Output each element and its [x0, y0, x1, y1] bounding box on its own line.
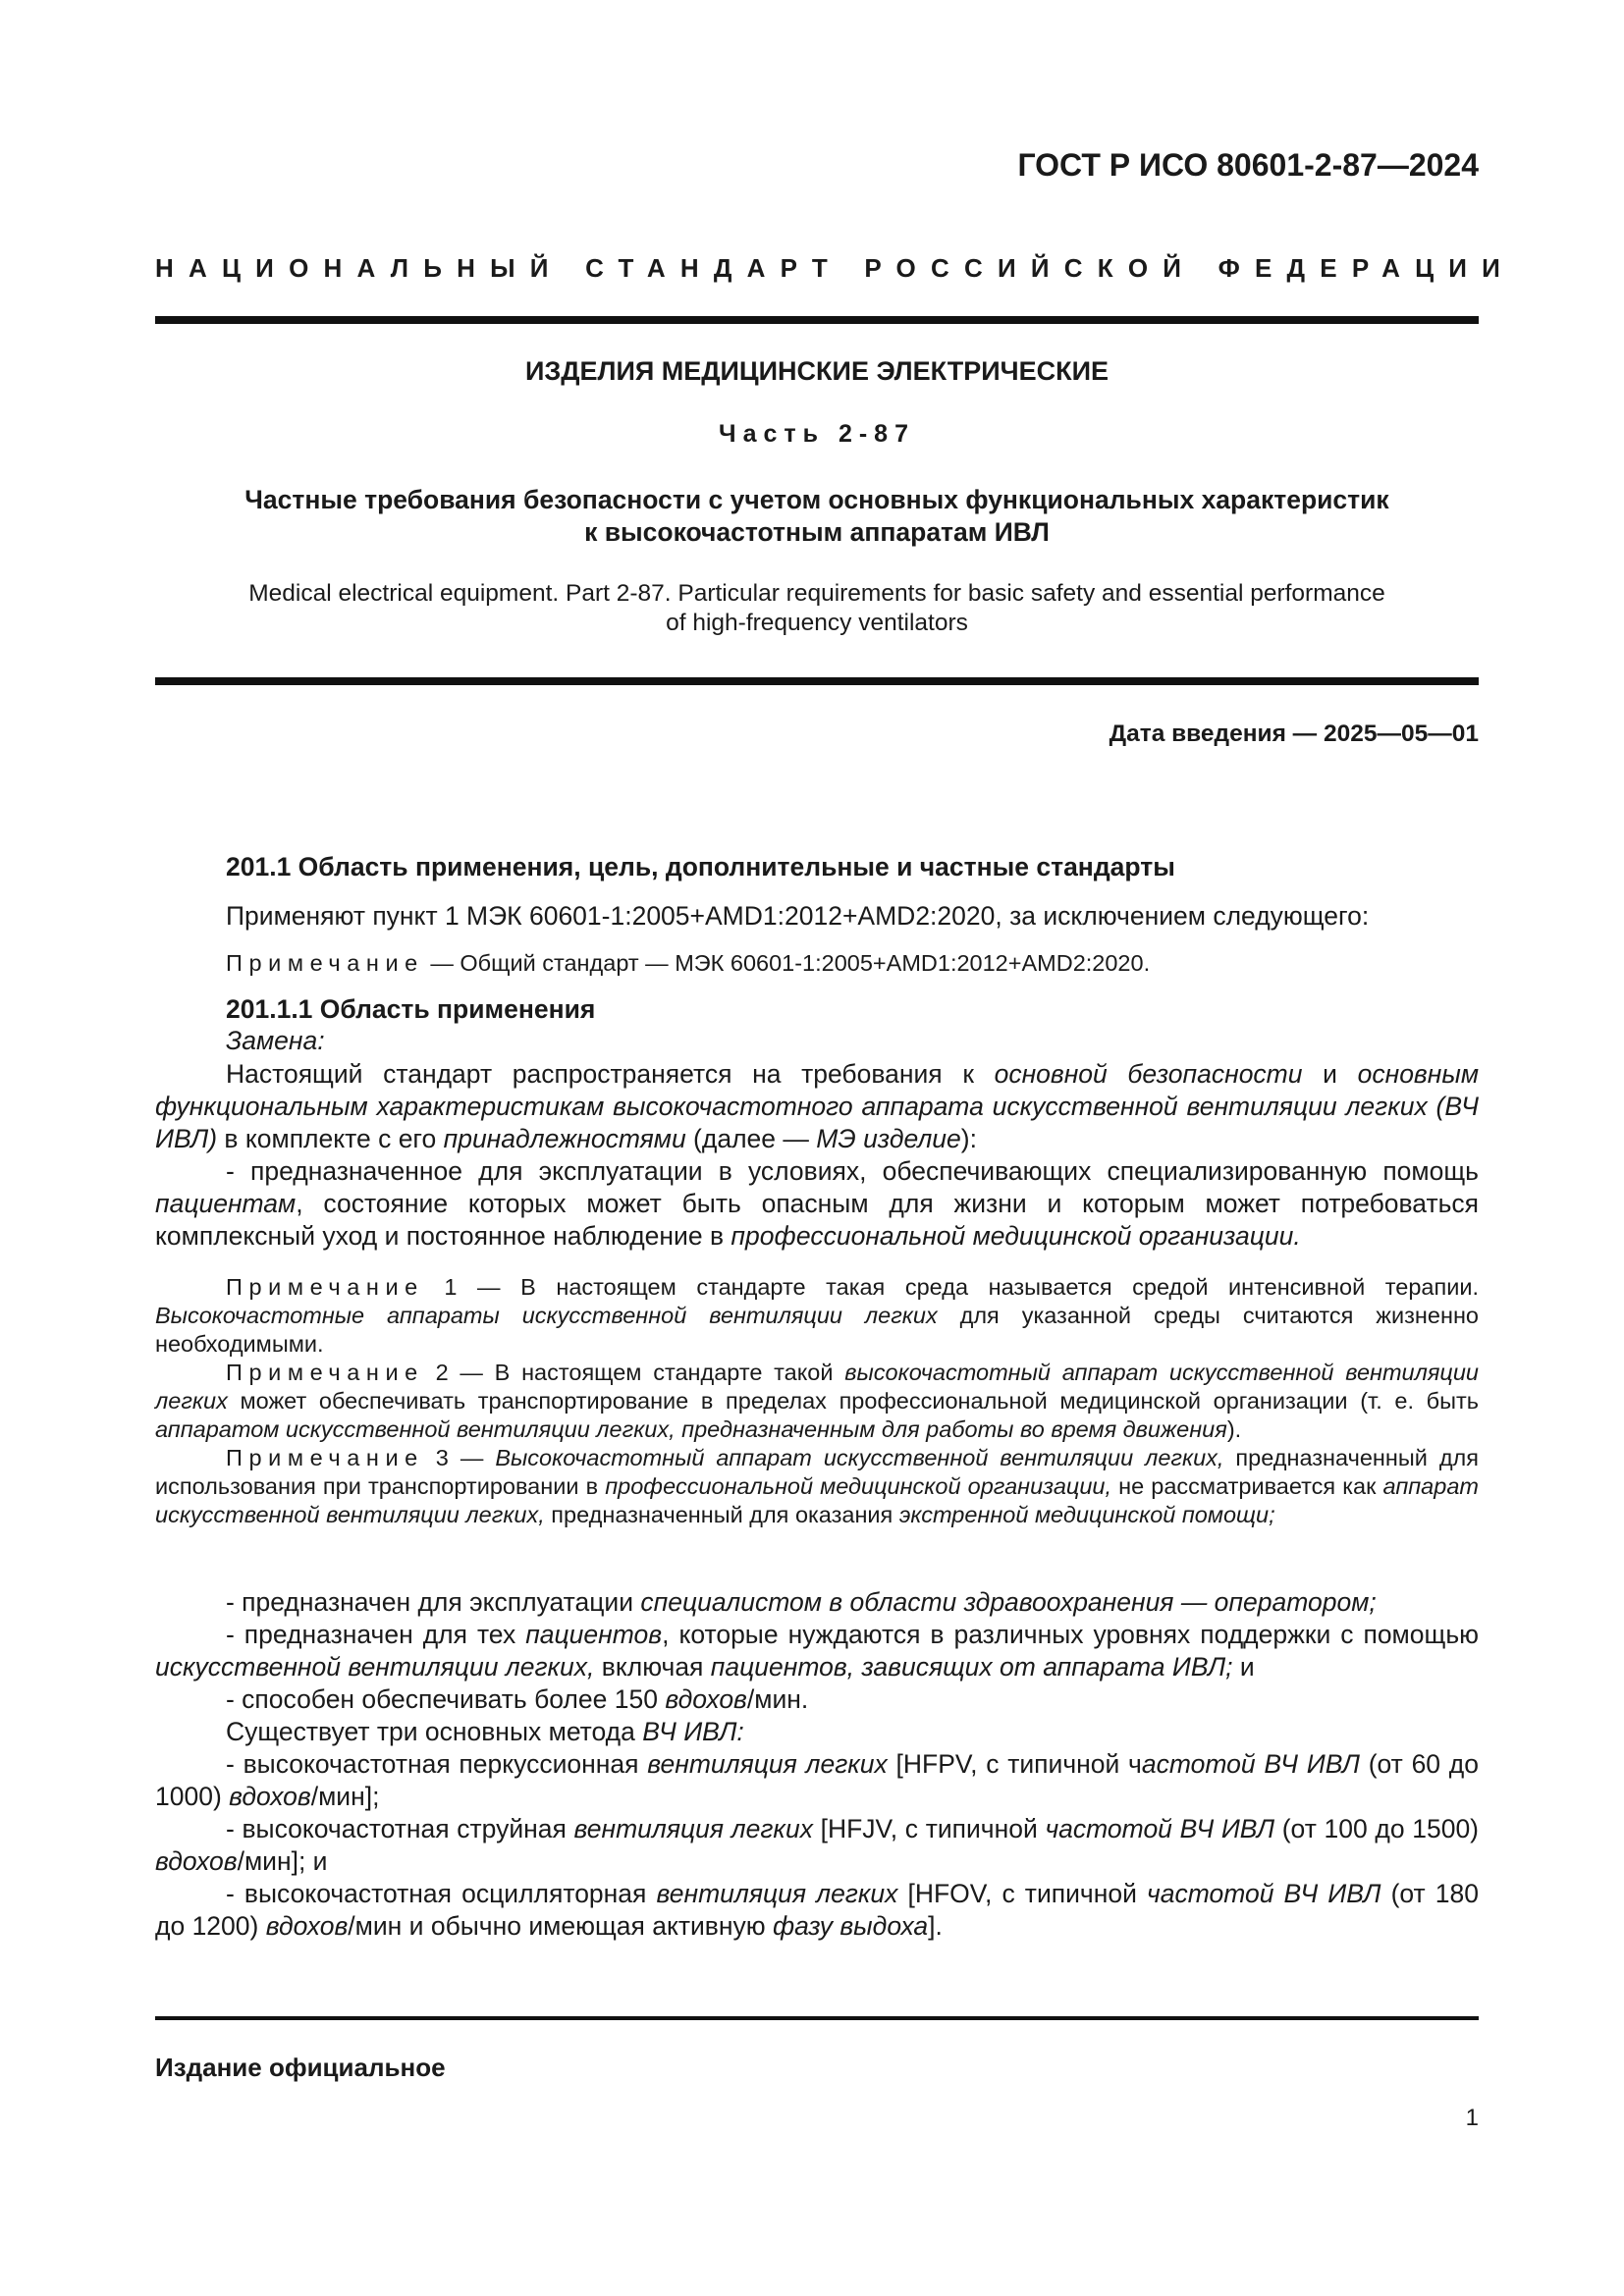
- paragraph-hfpv: - высокочастотная перкуссионная вентиляция легких [HFPV, с типичной частотой ВЧ ИВЛ (от 60 до 1000) вдохов/мин];: [155, 1749, 1479, 1811]
- note-text: — Общий стандарт — МЭК 60601-1:2005+AMD1:2012+AMD2:2020.: [423, 950, 1151, 976]
- section-201-1-heading: 201.1 Область применения, цель, дополнительные и частные стандарты: [226, 852, 1175, 881]
- part-number: Часть 2-87: [719, 420, 915, 448]
- note-3: Примечание 3 — Высокочастотный аппарат искусственной вентиляции легких, предназначенный для использования при транспортировании в профессиональной медицинской организации, не рассматривается как аппарат искусственной вентиляции легких, предназначенный для оказания экстренной медицинской помощи;: [155, 1445, 1479, 1527]
- note-2: Примечание 2 — В настоящем стандарте такой высокочастотный аппарат искусственной вентиляции легких может обеспечивать транспортирование в пределах профессиональной медицинской организации (т. е. быть аппаратом искусственной вентиляции легких, предназначенным для работы во время движения).: [155, 1360, 1480, 1442]
- note-label: Примечание: [226, 950, 424, 976]
- paragraph-methods: Существует три основных метода ВЧ ИВЛ:: [226, 1717, 744, 1746]
- document-title: ИЗДЕЛИЯ МЕДИЦИНСКИЕ ЭЛЕКТРИЧЕСКИЕ: [524, 356, 1110, 386]
- scope-paragraphs-2: [155, 1586, 1479, 1943]
- introduction-date: Дата введения — 2025—05—01: [1109, 721, 1479, 747]
- english-title-line-1: Medical electrical equipment. Part 2-87. Particular requirements for basic safety and essential performance: [248, 580, 1385, 607]
- subtitle-line-1: Частные требования безопасности с учетом основных функциональных характеристик: [244, 485, 1389, 514]
- paragraph-breaths: - способен обеспечивать более 150 вдохов/мин.: [226, 1684, 809, 1714]
- national-standard-title: НАЦИОНАЛЬНЫЙ СТАНДАРТ РОССИЙСКОЙ ФЕДЕРАЦИИ: [155, 253, 1516, 283]
- subtitle-line-2: к высокочастотным аппаратам ИВЛ: [584, 517, 1050, 547]
- paragraph-patients: - предназначен для тех пациентов, которые нуждаются в различных уровнях поддержки с помощью искусственной вентиляции легких, включая пациентов, зависящих от аппарата ИВЛ; и: [155, 1620, 1479, 1682]
- paragraph-operator: - предназначен для эксплуатации специалистом в области здравоохранения — оператором;: [226, 1587, 1377, 1617]
- section-201-1-1-heading: 201.1.1 Область применения: [226, 994, 596, 1024]
- paragraph-intended-use: - предназначенное для эксплуатации в условиях, обеспечивающих специализированную помощь пациентам, состояние которых может быть опасным для жизни и которым может потребоваться комплексный уход и постоянное наблюдение в профессиональной медицинской организации.: [155, 1156, 1479, 1251]
- paragraph-hfjv: - высокочастотная струйная вентиляция легких [HFJV, с типичной частотой ВЧ ИВЛ (от 100 до 1500) вдохов/мин]; и: [155, 1814, 1480, 1876]
- paragraph-hfov: - высокочастотная осцилляторная вентиляция легких [HFOV, с типичной частотой ВЧ ИВЛ (от 180 до 1200) вдохов/мин и обычно имеющая активную фазу выдоха].: [155, 1879, 1479, 1941]
- scope-paragraphs-1: [155, 1058, 1479, 1253]
- standard-id: ГОСТ Р ИСО 80601-2-87—2024: [1017, 147, 1479, 183]
- notes-block: [155, 1273, 1479, 1529]
- page-number: 1: [1465, 2105, 1479, 2131]
- section-201-1-text: Применяют пункт 1 МЭК 60601-1:2005+AMD1:2012+AMD2:2020, за исключением следующего:: [226, 901, 1370, 931]
- official-edition: Издание официальное: [155, 2053, 446, 2082]
- english-title-line-2: of high-frequency ventilators: [666, 610, 968, 636]
- paragraph-scope: Настоящий стандарт распространяется на требования к основной безопасности и основным функциональным характеристикам высокочастотного аппарата искусственной вентиляции легких (ВЧ ИВЛ) в комплекте с его принадлежностями (далее — МЭ изделие):: [155, 1059, 1480, 1153]
- top-rule: [155, 316, 1479, 324]
- title-rule: [155, 677, 1479, 685]
- section-201-1-note: [226, 950, 1150, 977]
- replacement-label: Замена:: [226, 1026, 325, 1055]
- footer-rule: [155, 2016, 1479, 2020]
- note-1: Примечание 1 — В настоящем стандарте такая среда называется средой интенсивной терапии. Высокочастотные аппараты искусственной вентиляции легких для указанной среды считаются жизненно необходимыми.: [155, 1274, 1479, 1357]
